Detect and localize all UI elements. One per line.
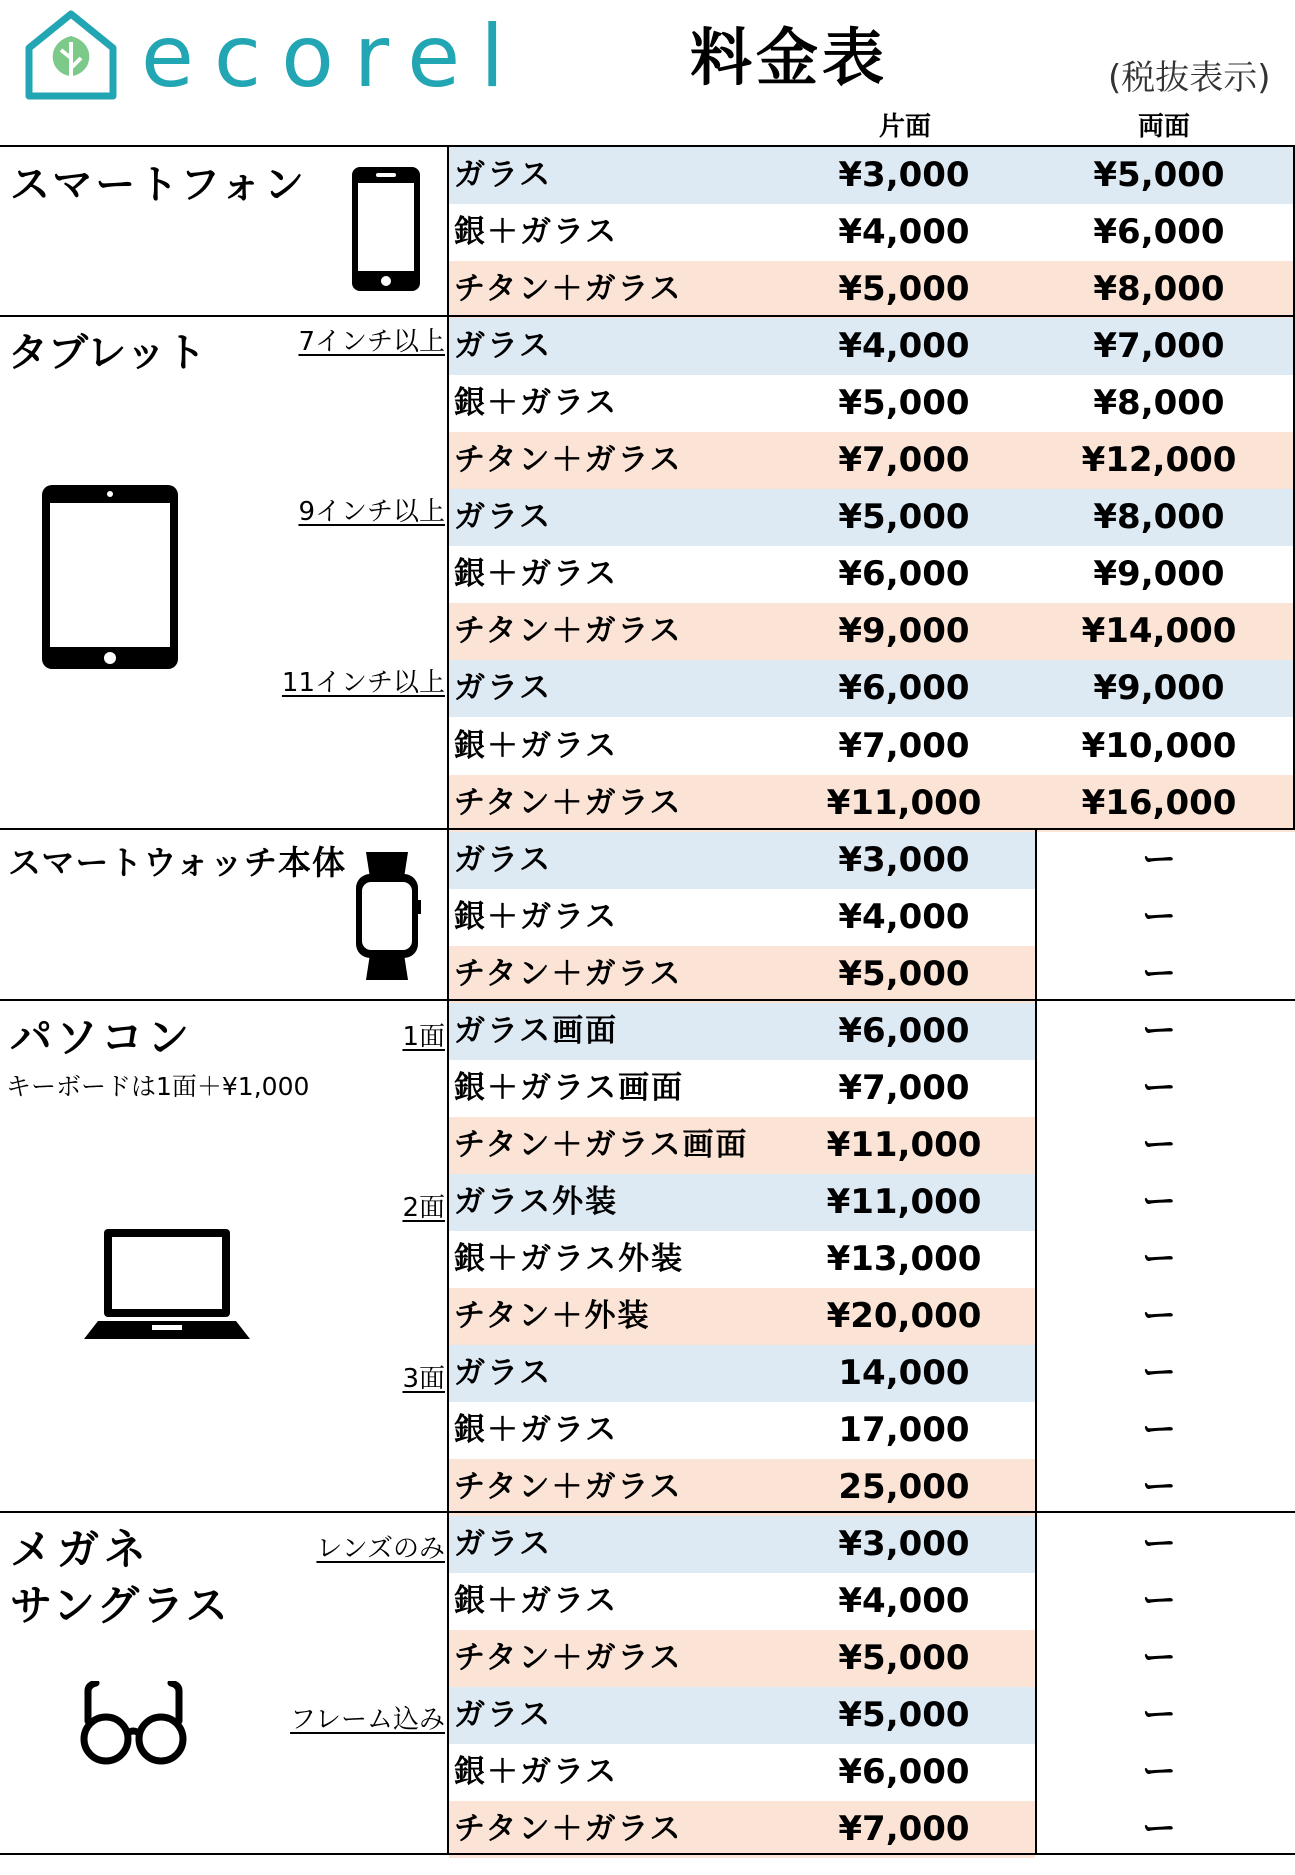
price-single: ¥6,000 [838, 668, 970, 708]
category-smartwatch: スマートウォッチ本体 [8, 843, 347, 882]
price-double: ¥7,000 [1093, 326, 1225, 366]
table-row [449, 1060, 1295, 1117]
row-option-name: 銀＋ガラス [454, 214, 619, 250]
section-border-bottom [0, 1853, 1295, 1855]
price-double: ー [1142, 1467, 1176, 1507]
row-option-name: 銀＋ガラス [454, 1412, 619, 1448]
price-double: ー [1142, 1752, 1176, 1792]
row-option-name: チタン＋ガラス [454, 442, 683, 478]
row-option-name: ガラス [454, 1526, 553, 1562]
price-double: ー [1142, 1809, 1176, 1849]
table-row [449, 775, 1295, 832]
price-double: ー [1142, 1182, 1176, 1222]
row-option-name: チタン＋ガラス [454, 956, 683, 992]
row-option-name: チタン＋ガラス [454, 1811, 683, 1847]
row-option-name: チタン＋ガラス [454, 271, 683, 307]
table-row [449, 1231, 1295, 1288]
pc-sides-1: 1面 [402, 1022, 445, 1052]
logo-wordmark: ecorel [141, 7, 525, 107]
laptop-icon [82, 1227, 252, 1342]
price-double: ー [1142, 1296, 1176, 1336]
tablet-size-11: 11インチ以上 [281, 668, 445, 698]
price-single: ¥5,000 [838, 1695, 970, 1735]
table-row [449, 1630, 1295, 1687]
price-double: ー [1142, 1011, 1176, 1051]
row-option-name: ガラス [454, 157, 553, 193]
row-option-name: ガラス [454, 328, 553, 364]
row-option-name: 銀＋ガラス [454, 556, 619, 592]
price-single: 25,000 [838, 1467, 970, 1507]
price-single: ¥5,000 [838, 383, 970, 423]
tablet-size-9: 9インチ以上 [298, 497, 445, 527]
price-single: ¥5,000 [838, 1638, 970, 1678]
row-option-name: 銀＋ガラス [454, 1754, 619, 1790]
row-option-name: チタン＋ガラス [454, 1469, 683, 1505]
price-double: ¥9,000 [1093, 554, 1225, 594]
price-double: ー [1142, 1353, 1176, 1393]
price-single: 17,000 [838, 1410, 970, 1450]
glasses-with-frame: フレーム込み [290, 1705, 445, 1735]
price-single: ¥5,000 [838, 497, 970, 537]
price-double: ¥8,000 [1093, 497, 1225, 537]
table-row [449, 1801, 1295, 1858]
table-row [449, 147, 1295, 204]
row-option-name: 銀＋ガラス外装 [454, 1241, 685, 1277]
price-single: ¥11,000 [826, 783, 982, 823]
column-divider-left [447, 145, 449, 1855]
category-glasses: メガネ [10, 1525, 152, 1574]
price-single: ¥6,000 [838, 1011, 970, 1051]
table-row [449, 375, 1295, 432]
price-double: ¥12,000 [1081, 440, 1237, 480]
row-option-name: チタン＋ガラス画面 [454, 1127, 749, 1163]
tablet-size-7: 7インチ以上 [298, 327, 445, 357]
table-row [449, 1459, 1295, 1516]
table-row [449, 1288, 1295, 1345]
price-single: ¥11,000 [826, 1182, 982, 1222]
section-border-top [0, 145, 1295, 147]
table-row [449, 660, 1295, 717]
glasses-icon [76, 1681, 191, 1766]
row-option-name: チタン＋ガラス [454, 613, 683, 649]
price-single: ¥5,000 [838, 954, 970, 994]
price-single: ¥13,000 [826, 1239, 982, 1279]
row-option-name: チタン＋ガラス [454, 785, 683, 821]
price-double: ¥8,000 [1093, 269, 1225, 309]
table-row [449, 1744, 1295, 1801]
table-row [449, 946, 1295, 1003]
row-option-name: ガラス [454, 842, 553, 878]
price-single: ¥9,000 [838, 611, 970, 651]
table-row [449, 318, 1295, 375]
row-option-name: 銀＋ガラス [454, 899, 619, 935]
column-header-double: 両面 [1137, 112, 1190, 142]
house-leaf-icon [25, 10, 117, 100]
row-option-name: ガラス外装 [454, 1184, 619, 1220]
price-double: ¥6,000 [1093, 212, 1225, 252]
price-double: ー [1142, 1239, 1176, 1279]
row-option-name: チタン＋外装 [454, 1298, 651, 1334]
ecorel-logo [25, 7, 525, 107]
price-double: ー [1142, 840, 1176, 880]
table-row [449, 204, 1295, 261]
price-double: ー [1142, 897, 1176, 937]
row-option-name: ガラス [454, 499, 553, 535]
category-sunglasses: サングラス [10, 1581, 231, 1630]
price-double: ¥9,000 [1093, 668, 1225, 708]
price-single: ¥3,000 [838, 155, 970, 195]
row-option-name: ガラス画面 [454, 1013, 619, 1049]
price-single: ¥11,000 [826, 1125, 982, 1165]
table-row [449, 546, 1295, 603]
price-single: ¥5,000 [838, 269, 970, 309]
table-row [449, 261, 1295, 318]
pc-sides-2: 2面 [402, 1193, 445, 1223]
section-border-tablet [0, 315, 1295, 317]
row-option-name: 銀＋ガラス [454, 728, 619, 764]
table-row [449, 1516, 1295, 1573]
price-single: ¥4,000 [838, 212, 970, 252]
section-border-glasses [0, 1511, 1295, 1513]
page-title: 料金表 [690, 21, 889, 94]
row-option-name: 銀＋ガラス [454, 385, 619, 421]
category-pc: パソコン [10, 1013, 194, 1062]
price-single: ¥6,000 [838, 554, 970, 594]
keyboard-note: キーボードは1面＋¥1,000 [6, 1072, 310, 1101]
price-double: ー [1142, 954, 1176, 994]
price-double: ¥5,000 [1093, 155, 1225, 195]
table-row [449, 603, 1295, 660]
table-row [449, 489, 1295, 546]
glasses-lens-only: レンズのみ [316, 1534, 445, 1564]
smartphone-icon [350, 165, 422, 293]
table-row [449, 1117, 1295, 1174]
table-row [449, 1402, 1295, 1459]
price-double: ー [1142, 1068, 1176, 1108]
row-option-name: ガラス [454, 1355, 553, 1391]
price-double: ¥8,000 [1093, 383, 1225, 423]
price-single: ¥6,000 [838, 1752, 970, 1792]
row-option-name: 銀＋ガラス [454, 1583, 619, 1619]
price-single: ¥4,000 [838, 1581, 970, 1621]
table-row [449, 718, 1295, 775]
price-double: ー [1142, 1125, 1176, 1165]
price-single: ¥7,000 [838, 440, 970, 480]
price-single: ¥3,000 [838, 840, 970, 880]
price-single: ¥3,000 [838, 1524, 970, 1564]
price-double: ー [1142, 1524, 1176, 1564]
tablet-icon [40, 483, 180, 671]
table-row [449, 1345, 1295, 1402]
price-double: ¥14,000 [1081, 611, 1237, 651]
category-tablet: タブレット [8, 330, 206, 376]
table-row [449, 432, 1295, 489]
section-border-pc [0, 999, 1295, 1001]
price-double: ¥10,000 [1081, 726, 1237, 766]
table-row [449, 1573, 1295, 1630]
price-double: ー [1142, 1410, 1176, 1450]
price-double: ー [1142, 1638, 1176, 1678]
table-row [449, 1687, 1295, 1744]
price-double: ¥16,000 [1081, 783, 1237, 823]
column-header-single: 片面 [878, 112, 931, 142]
category-smartphone: スマートフォン [10, 162, 307, 208]
row-option-name: ガラス [454, 1697, 553, 1733]
price-single: ¥4,000 [838, 897, 970, 937]
column-divider-right [1035, 828, 1037, 1855]
price-single: ¥7,000 [838, 1809, 970, 1849]
table-row [449, 889, 1295, 946]
row-option-name: チタン＋ガラス [454, 1640, 683, 1676]
row-option-name: 銀＋ガラス画面 [454, 1070, 685, 1106]
table-row [449, 1003, 1295, 1060]
table-row [449, 1174, 1295, 1231]
row-option-name: ガラス [454, 670, 553, 706]
price-single: ¥7,000 [838, 1068, 970, 1108]
price-single: 14,000 [838, 1353, 970, 1393]
section-border-watch [0, 828, 1295, 830]
price-double: ー [1142, 1581, 1176, 1621]
price-single: ¥4,000 [838, 326, 970, 366]
price-single: ¥7,000 [838, 726, 970, 766]
smartwatch-icon [352, 850, 422, 982]
tax-note: (税抜表示) [1108, 58, 1271, 98]
price-single: ¥20,000 [826, 1296, 982, 1336]
price-double: ー [1142, 1695, 1176, 1735]
table-row [449, 832, 1295, 889]
pc-sides-3: 3面 [402, 1364, 445, 1394]
